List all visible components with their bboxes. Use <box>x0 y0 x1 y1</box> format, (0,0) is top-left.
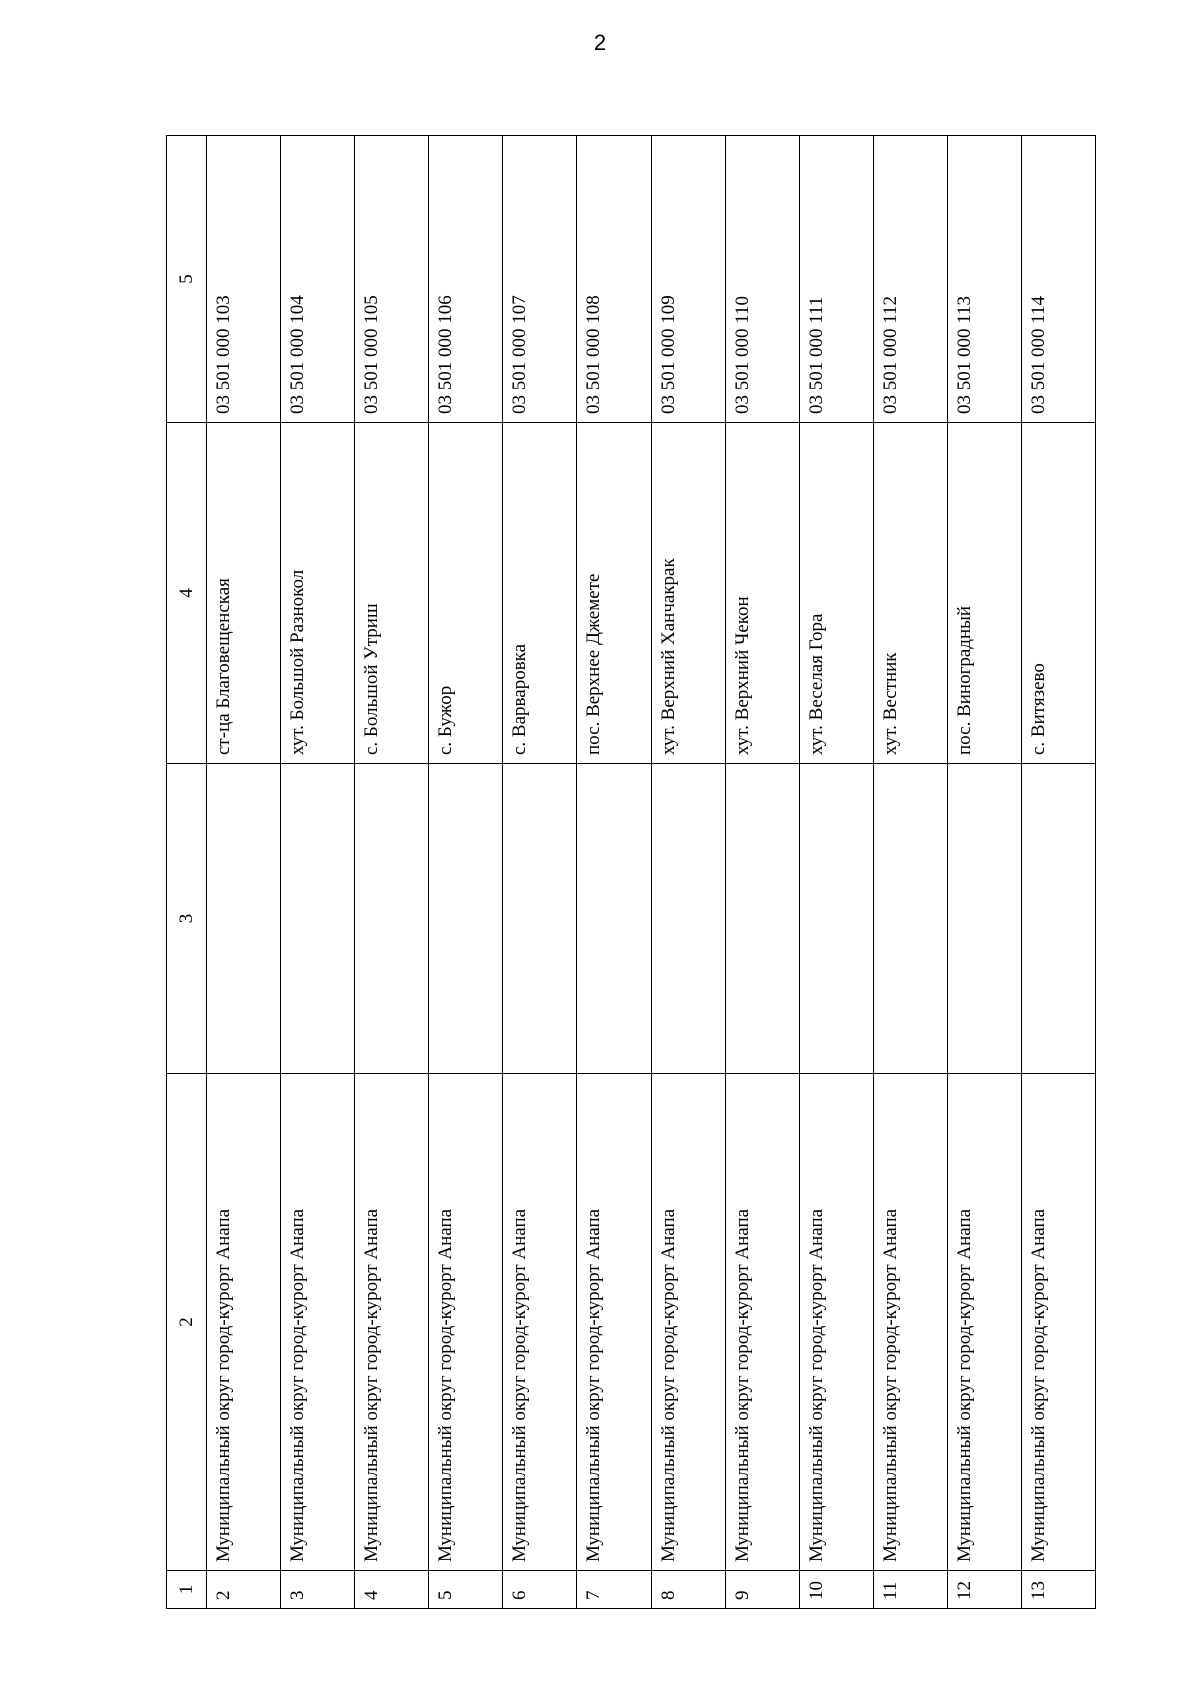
table-row <box>503 136 577 1609</box>
settlement-cell: пос. Верхнее Джемете <box>577 423 651 764</box>
municipality-cell: Муниципальный округ город-курорт Анапа <box>947 1074 1021 1571</box>
municipality-cell: Муниципальный округ город-курорт Анапа <box>873 1074 947 1571</box>
column-3-cell <box>429 764 503 1074</box>
oktmo-code-cell: 03 501 000 107 <box>503 136 577 423</box>
registry-table <box>166 135 1096 1609</box>
settlement-cell: ст-ца Благовещенская <box>207 423 281 764</box>
row-number-cell: 4 <box>355 1571 429 1609</box>
table-row <box>207 136 281 1609</box>
settlement-cell: пос. Виноградный <box>947 423 1021 764</box>
column-3-cell <box>947 764 1021 1074</box>
row-number-cell: 8 <box>651 1571 725 1609</box>
column-header-3: 3 <box>167 764 207 1074</box>
municipality-cell: Муниципальный округ город-курорт Анапа <box>503 1074 577 1571</box>
oktmo-code-cell: 03 501 000 105 <box>355 136 429 423</box>
municipality-cell: Муниципальный округ город-курорт Анапа <box>207 1074 281 1571</box>
column-3-cell <box>207 764 281 1074</box>
column-3-cell <box>725 764 799 1074</box>
column-header-4: 4 <box>167 423 207 764</box>
municipality-cell: Муниципальный округ город-курорт Анапа <box>355 1074 429 1571</box>
column-header-5: 5 <box>167 136 207 423</box>
oktmo-code-cell: 03 501 000 112 <box>873 136 947 423</box>
row-number-cell: 7 <box>577 1571 651 1609</box>
oktmo-code-cell: 03 501 000 108 <box>577 136 651 423</box>
row-number-cell: 6 <box>503 1571 577 1609</box>
row-number-cell: 10 <box>799 1571 873 1609</box>
oktmo-code-cell: 03 501 000 113 <box>947 136 1021 423</box>
row-number-cell: 9 <box>725 1571 799 1609</box>
table-row <box>281 136 355 1609</box>
municipality-cell: Муниципальный округ город-курорт Анапа <box>1021 1074 1095 1571</box>
settlement-cell: хут. Веселая Гора <box>799 423 873 764</box>
table-row <box>873 136 947 1609</box>
row-number-cell: 11 <box>873 1571 947 1609</box>
column-header-1: 1 <box>167 1571 207 1609</box>
oktmo-code-cell: 03 501 000 104 <box>281 136 355 423</box>
municipality-cell: Муниципальный округ город-курорт Анапа <box>725 1074 799 1571</box>
column-3-cell <box>281 764 355 1074</box>
municipality-cell: Муниципальный округ город-курорт Анапа <box>577 1074 651 1571</box>
settlement-cell: с. Варваровка <box>503 423 577 764</box>
settlement-cell: с. Витязево <box>1021 423 1095 764</box>
settlement-cell: хут. Верхний Чекон <box>725 423 799 764</box>
column-3-cell <box>651 764 725 1074</box>
row-number-cell: 12 <box>947 1571 1021 1609</box>
oktmo-code-cell: 03 501 000 114 <box>1021 136 1095 423</box>
row-number-cell: 5 <box>429 1571 503 1609</box>
oktmo-code-cell: 03 501 000 110 <box>725 136 799 423</box>
municipality-cell: Муниципальный округ город-курорт Анапа <box>429 1074 503 1571</box>
table-header-row <box>167 136 207 1609</box>
table-row <box>429 136 503 1609</box>
row-number-cell: 13 <box>1021 1571 1095 1609</box>
page-number: 2 <box>593 30 607 55</box>
table-row <box>355 136 429 1609</box>
settlement-cell: хут. Вестник <box>873 423 947 764</box>
rotated-table-container <box>166 136 1096 1609</box>
table-row <box>799 136 873 1609</box>
settlement-cell: хут. Большой Разнокол <box>281 423 355 764</box>
column-3-cell <box>1021 764 1095 1074</box>
settlement-cell: хут. Верхний Ханчакрак <box>651 423 725 764</box>
column-3-cell <box>873 764 947 1074</box>
column-3-cell <box>799 764 873 1074</box>
settlement-cell: с. Большой Утриш <box>355 423 429 764</box>
row-number-cell: 3 <box>281 1571 355 1609</box>
column-3-cell <box>577 764 651 1074</box>
oktmo-code-cell: 03 501 000 111 <box>799 136 873 423</box>
oktmo-code-cell: 03 501 000 103 <box>207 136 281 423</box>
table-row <box>947 136 1021 1609</box>
table-row <box>577 136 651 1609</box>
table-row <box>1021 136 1095 1609</box>
column-3-cell <box>355 764 429 1074</box>
municipality-cell: Муниципальный округ город-курорт Анапа <box>281 1074 355 1571</box>
table-row <box>651 136 725 1609</box>
registry-table-frame <box>166 136 1096 1609</box>
municipality-cell: Муниципальный округ город-курорт Анапа <box>651 1074 725 1571</box>
table-row <box>725 136 799 1609</box>
column-3-cell <box>503 764 577 1074</box>
oktmo-code-cell: 03 501 000 109 <box>651 136 725 423</box>
column-header-2: 2 <box>167 1074 207 1571</box>
municipality-cell: Муниципальный округ город-курорт Анапа <box>799 1074 873 1571</box>
oktmo-code-cell: 03 501 000 106 <box>429 136 503 423</box>
row-number-cell: 2 <box>207 1571 281 1609</box>
settlement-cell: с. Бужор <box>429 423 503 764</box>
registry-table-body <box>167 136 1096 1609</box>
